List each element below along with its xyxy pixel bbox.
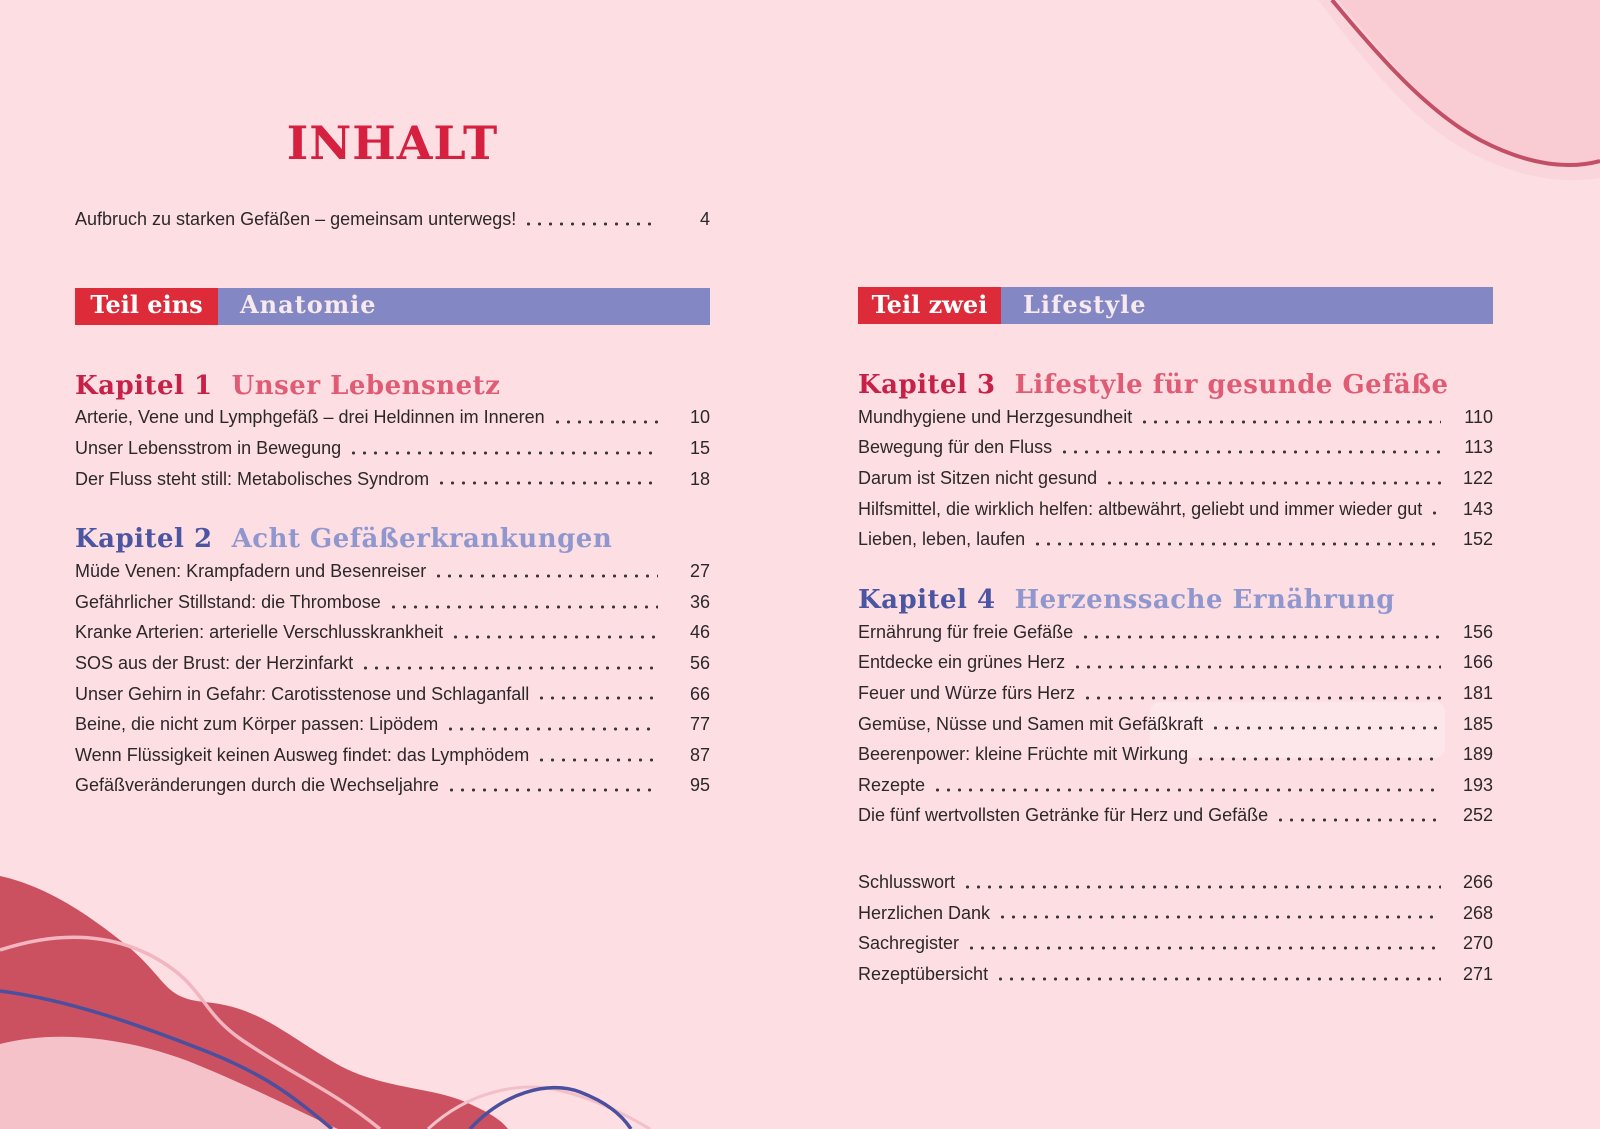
- toc-entry-label: Bewegung für den Fluss: [858, 437, 1053, 458]
- toc-entry-page: 166: [1462, 652, 1493, 673]
- dotted-leader: [1072, 665, 1441, 669]
- toc-entry-page: 189: [1462, 744, 1493, 765]
- chapter-block: [75, 522, 710, 801]
- dotted-leader: [1429, 511, 1441, 515]
- toc-entry-intro: [75, 204, 710, 235]
- chapter-heading: [75, 522, 710, 556]
- toc-entry: [858, 678, 1493, 709]
- toc-entry: [858, 739, 1493, 770]
- toc-entry-page: 266: [1462, 871, 1493, 892]
- toc-entry-page: 95: [689, 775, 710, 796]
- chapter-number: Kapitel 4: [858, 584, 996, 615]
- toc-entry-page: 271: [1462, 963, 1493, 984]
- toc-entry: [858, 928, 1493, 959]
- dotted-leader: [995, 977, 1441, 981]
- backmatter-list: [858, 867, 1493, 989]
- chapters-left: [75, 369, 710, 802]
- toc-entry-label: Feuer und Würze fürs Herz: [858, 682, 1076, 703]
- dotted-leader: [436, 481, 658, 485]
- toc-entry: [858, 709, 1493, 740]
- toc-entry-page: 185: [1462, 713, 1493, 734]
- dotted-leader: [536, 758, 658, 762]
- toc-entry-label: Arterie, Vene und Lymphgefäß – drei Heldinnen im Inneren: [75, 407, 545, 428]
- toc-entry-label: Die fünf wertvollsten Getränke für Herz und Gefäße: [858, 805, 1269, 826]
- dotted-leader: [962, 885, 1441, 889]
- dotted-leader: [1104, 481, 1441, 485]
- toc-entry-label: Hilfsmittel, die wirklich helfen: altbewährt, geliebt und immer wieder gut: [858, 498, 1423, 519]
- toc-entry-label: Der Fluss steht still: Metabolisches Syndrom: [75, 468, 430, 489]
- toc-entry-label: Entdecke ein grünes Herz: [858, 652, 1066, 673]
- toc-entry: [75, 587, 710, 618]
- chapter-heading: [858, 368, 1493, 402]
- toc-entry-page: 15: [689, 437, 710, 458]
- toc-entry-label: Müde Venen: Krampfadern und Besenreiser: [75, 561, 427, 582]
- toc-entry: [75, 709, 710, 740]
- toc-entry-page: 268: [1462, 902, 1493, 923]
- part-banner-one: [75, 288, 710, 325]
- toc-entry-page: 56: [689, 652, 710, 673]
- dotted-leader: [446, 788, 658, 792]
- part-tag-label: Teil zwei: [858, 287, 1001, 324]
- toc-entry-page: 66: [689, 683, 710, 704]
- corner-blob-soft: [1310, 0, 1600, 180]
- chapter-number: Kapitel 1: [75, 370, 213, 401]
- chapter-title: Unser Lebensnetz: [231, 370, 501, 401]
- toc-entry-page: 152: [1462, 529, 1493, 550]
- toc-entry-label: Darum ist Sitzen nicht gesund: [858, 467, 1098, 488]
- dotted-leader: [348, 451, 658, 455]
- toc-entry: [858, 898, 1493, 929]
- wave-red-blob: [0, 876, 508, 1129]
- toc-entry-label: Herzlichen Dank: [858, 902, 991, 923]
- toc-entry: [75, 433, 710, 464]
- chapter-block: [858, 583, 1493, 831]
- toc-entry: [858, 494, 1493, 525]
- dotted-leader: [360, 666, 658, 670]
- toc-entry-label: Mundhygiene und Herzgesundheit: [858, 406, 1133, 427]
- part-title-label: Anatomie: [218, 288, 710, 325]
- toc-entry-label: Rezepte: [858, 774, 926, 795]
- toc-entry: [75, 464, 710, 495]
- corner-curve-line: [1332, 0, 1600, 165]
- toc-entry-label: SOS aus der Brust: der Herzinfarkt: [75, 652, 354, 673]
- part-title-label: Lifestyle: [1001, 287, 1493, 324]
- dotted-leader: [433, 574, 658, 578]
- chapter-title: Herzenssache Ernährung: [1014, 584, 1395, 615]
- toc-entry-label: Kranke Arterien: arterielle Verschlusskrankheit: [75, 622, 444, 643]
- toc-entry: [858, 402, 1493, 433]
- arc-pink-line: [428, 1087, 650, 1129]
- toc-entry-label: Sachregister: [858, 933, 960, 954]
- toc-entry-page: 270: [1462, 933, 1493, 954]
- toc-entry-label: Gefäßveränderungen durch die Wechseljahre: [75, 775, 439, 796]
- toc-entry: [75, 648, 710, 679]
- dotted-leader: [966, 946, 1441, 950]
- toc-entry-page: 122: [1462, 467, 1493, 488]
- toc-column-left: [75, 118, 710, 801]
- chapter-heading: [858, 583, 1493, 617]
- toc-entry-page: 4: [699, 208, 710, 229]
- toc-entry-page: 18: [689, 468, 710, 489]
- toc-entry-label: Wenn Flüssigkeit keinen Ausweg findet: das Lymphödem: [75, 744, 530, 765]
- arc-indigo-line: [470, 1088, 631, 1129]
- toc-entry-label: Unser Lebensstrom in Bewegung: [75, 437, 342, 458]
- toc-entry: [75, 556, 710, 587]
- toc-entry: [75, 679, 710, 710]
- wave-pink-blob: [0, 1037, 338, 1129]
- toc-entry: [858, 801, 1493, 832]
- toc-entry-label: Schlusswort: [858, 871, 956, 892]
- chapter-heading: [75, 369, 710, 403]
- dotted-leader: [1275, 818, 1441, 822]
- dotted-leader: [523, 222, 658, 226]
- dotted-leader: [1210, 726, 1441, 730]
- dotted-leader: [997, 915, 1441, 919]
- toc-entry-page: 46: [689, 622, 710, 643]
- chapter-title: Lifestyle für gesunde Gefäße: [1014, 370, 1449, 400]
- toc-entry-page: 252: [1462, 805, 1493, 826]
- toc-entry-label: Unser Gehirn in Gefahr: Carotisstenose und Schlaganfall: [75, 683, 530, 704]
- dotted-leader: [1082, 696, 1441, 700]
- chapter-block: [75, 369, 710, 495]
- wave-pink-line: [0, 937, 380, 1129]
- chapter-number: Kapitel 2: [75, 524, 213, 555]
- chapter-block: [858, 368, 1493, 555]
- chapter-title: Acht Gefäßerkrankungen: [231, 524, 613, 555]
- toc-entry-page: 27: [689, 561, 710, 582]
- toc-entry-page: 110: [1464, 406, 1493, 427]
- toc-entry: [75, 403, 710, 434]
- toc-column-right: [858, 287, 1493, 990]
- toc-entry: [858, 867, 1493, 898]
- toc-entry-label: Gefährlicher Stillstand: die Thrombose: [75, 591, 381, 612]
- dotted-leader: [1195, 757, 1441, 761]
- toc-entry-page: 10: [689, 407, 710, 428]
- wave-indigo-line: [0, 991, 332, 1129]
- toc-entry: [75, 618, 710, 649]
- dotted-leader: [388, 605, 658, 609]
- toc-entry-page: 193: [1462, 774, 1493, 795]
- toc-entry-page: 36: [689, 591, 710, 612]
- toc-entry: [858, 770, 1493, 801]
- toc-entry-page: 113: [1464, 437, 1493, 458]
- toc-entry: [858, 648, 1493, 679]
- toc-entry: [858, 617, 1493, 648]
- dotted-leader: [932, 788, 1441, 792]
- dotted-leader: [552, 420, 658, 424]
- part-banner-two: [858, 287, 1493, 324]
- toc-entry-label: Lieben, leben, laufen: [858, 529, 1026, 550]
- toc-entry-label: Gemüse, Nüsse und Samen mit Gefäßkraft: [858, 713, 1204, 734]
- page-title: INHALT: [286, 116, 499, 170]
- toc-entry-page: 156: [1462, 621, 1493, 642]
- chapter-number: Kapitel 3: [858, 370, 996, 400]
- part-tag-label: Teil eins: [75, 288, 218, 325]
- chapters-right: [858, 368, 1493, 831]
- dotted-leader: [536, 696, 658, 700]
- toc-entry: [858, 463, 1493, 494]
- toc-entry: [75, 740, 710, 771]
- toc-entry-label: Rezeptübersicht: [858, 963, 989, 984]
- toc-entry-label: Ernährung für freie Gefäße: [858, 621, 1074, 642]
- dotted-leader: [1032, 542, 1441, 546]
- toc-entry-label: Beerenpower: kleine Früchte mit Wirkung: [858, 744, 1189, 765]
- toc-entry: [858, 524, 1493, 555]
- toc-entry-page: 181: [1462, 682, 1493, 703]
- dotted-leader: [450, 635, 658, 639]
- toc-entry-page: 77: [689, 714, 710, 735]
- toc-entry-page: 87: [689, 744, 710, 765]
- dotted-leader: [1139, 420, 1441, 424]
- toc-entry-label: Beine, die nicht zum Körper passen: Lipödem: [75, 714, 439, 735]
- corner-blob: [1326, 0, 1600, 166]
- toc-entry: [858, 433, 1493, 464]
- toc-entry-page: 143: [1462, 498, 1493, 519]
- toc-entry: [75, 771, 710, 802]
- dotted-leader: [1059, 450, 1441, 454]
- toc-entry-label: Aufbruch zu starken Gefäßen – gemeinsam unterwegs!: [75, 208, 517, 229]
- dotted-leader: [1080, 635, 1441, 639]
- dotted-leader: [445, 727, 658, 731]
- toc-entry: [858, 959, 1493, 990]
